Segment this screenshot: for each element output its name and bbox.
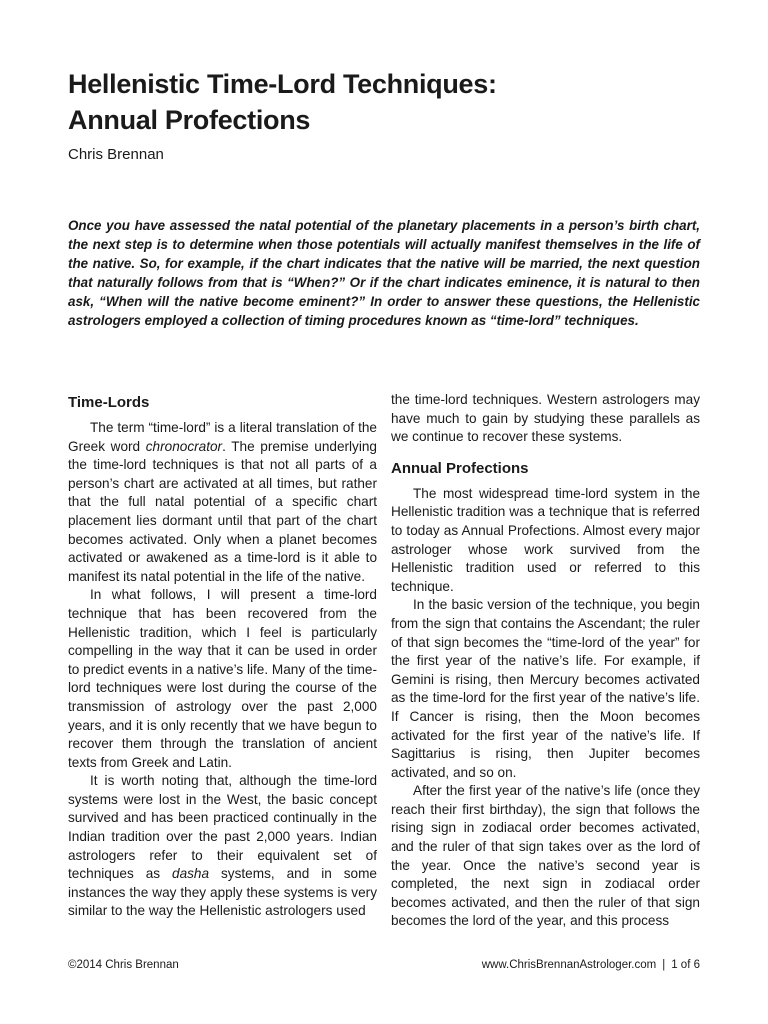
author-name: Chris Brennan	[68, 146, 164, 163]
text-run: The term “time-lord” is a literal translation of the Greek word	[68, 420, 377, 454]
footer-copyright: ©2014 Chris Brennan	[68, 959, 179, 971]
page-title	[68, 66, 497, 138]
body-paragraph	[68, 419, 377, 586]
body-paragraph: The most widespread time-lord system in the Hellenistic tradition was a technique that is referred to today as Annual Profections. Almost every major astrologer whose work survived from the Hellenistic tradition used or referred to this technique.	[391, 485, 700, 594]
italic-term: chronocrator	[145, 438, 223, 454]
footer-page-number: 1 of 6	[671, 959, 700, 971]
italic-term: dasha	[172, 866, 210, 882]
section-heading-time-lords: Time-Lords	[68, 394, 150, 411]
title-line-2: Annual Profections	[68, 105, 311, 135]
body-paragraph: After the first year of the native’s life (once they reach their first birthday), the sign that follows the rising sign in zodiacal order becomes activated, and the ruler of that sign takes over as the lord of the year. Once the native’s second year is completed, the next sign in zodiacal order becomes activated, and then the ruler of that sign becomes the lord of the year, and this process	[391, 783, 700, 929]
title-line-1: Hellenistic Time-Lord Techniques:	[68, 69, 497, 99]
footer-website: www.ChrisBrennanAstrologer.com	[481, 959, 657, 971]
section-heading-annual-profections: Annual Profections	[391, 459, 529, 477]
right-column	[391, 391, 700, 931]
left-column	[68, 393, 377, 921]
text-run: . The premise underlying the time-lord techniques is that not all parts of a person’s chart are activated at all times, but rather that the full natal potential of a specific chart placement lies dormant until that part of the chart becomes activated. Only when a planet becomes activated or awakened as a time-lord is it able to manifest its natal potential in the life of the native.	[68, 438, 377, 584]
footer-separator: |	[662, 959, 666, 971]
body-paragraph: In what follows, I will present a time-lord technique that has been recovered from the Hellenistic tradition, which I feel is particularly compelling in the way that it can be used in order to predict events in a native’s life. Many of the time-lord techniques were lost during the course of the transmission of astrology over the past 2,000 years, and it is only recently that we have begun to recover them through the translation of ancient texts from Greek and Latin.	[68, 587, 377, 770]
text-run: It is worth noting that, although the time-lord systems were lost in the West, the basic concept survived and has been practiced continually in the Indian tradition over the past 2,000 years. Indian astrologers refer to their equivalent set of techniques as	[68, 773, 377, 882]
abstract-paragraph: Once you have assessed the natal potential of the planetary placements in a person’s birth chart, the next step is to determine when those potentials will actually manifest themselves in the life of the native. So, for example, if the chart indicates that the native will be married, the next question that naturally follows from that is “When?” Or if the chart indicates eminence, it is natural to then ask, “When will the native become eminent?” In order to answer these questions, the Hellenistic astrologers employed a collection of timing procedures known as “time-lord” techniques.	[68, 218, 700, 328]
text-run: systems, and in some instances the way they apply these systems is very similar to the way the Hellenistic astrologers used	[68, 866, 377, 919]
body-paragraph	[68, 772, 377, 921]
body-paragraph: In the basic version of the technique, you begin from the sign that contains the Ascendant; the ruler of that sign becomes the “time-lord of the year” for the first year of the native’s life. For example, if Gemini is rising, then Mercury becomes activated as the time-lord for the first year of the native’s life. If Cancer is rising, then the Moon becomes activated for the first year of the native’s life. If Sagittarius is rising, then Jupiter becomes activated, and so on.	[391, 597, 700, 780]
body-paragraph-continued: the time-lord techniques. Western astrologers may have much to gain by studying these parallels as we continue to recover these systems.	[391, 392, 700, 445]
footer-info	[482, 959, 700, 971]
